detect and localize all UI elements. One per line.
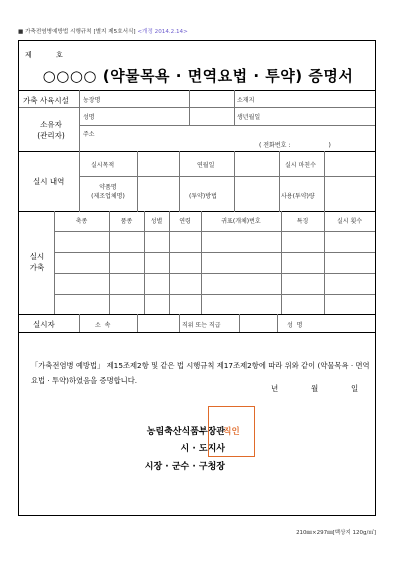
divider <box>109 211 110 314</box>
seal-label: 직인 <box>223 427 240 437</box>
divider <box>201 211 202 314</box>
divider <box>179 314 180 332</box>
divider <box>79 176 375 177</box>
divider <box>281 211 282 314</box>
signatory-minister: 농림축산식품부장관 <box>146 427 225 437</box>
implementer-label: 실시자 <box>33 320 55 329</box>
divider <box>324 151 325 212</box>
purpose-label: 실시목적 <box>91 162 115 169</box>
certification-text: 「가축전염병 예방법」 제15조제2항 및 같은 법 시행규칙 제17조제2항에 따라 위와 같이 (약물목욕 · 면역요법 · 투약)하였음을 증명합니다. <box>31 361 370 385</box>
divider <box>179 151 180 212</box>
divider <box>19 107 375 108</box>
form-legal-basis: ■ 가축전염병예방법 시행규칙 [별지 제5호서식] <box>18 29 136 35</box>
divider <box>234 107 235 125</box>
date-day-label: 일 <box>351 384 359 393</box>
end-date-label: 실시 마친수 <box>285 162 316 169</box>
paper-spec: 210㎜×297㎜[백상지 120g/㎡] <box>296 530 376 536</box>
divider <box>137 151 138 212</box>
implementation-label: 실시 내역 <box>33 177 65 186</box>
divider <box>79 314 80 332</box>
divider <box>54 231 375 232</box>
divider <box>144 211 145 314</box>
method-label: (투약)방법 <box>189 193 217 200</box>
divider <box>189 107 190 125</box>
form-revision: <개정 2014.2.14> <box>137 29 188 35</box>
divider <box>189 90 190 107</box>
divider <box>279 151 280 212</box>
signatory-governor: 시 · 도지사 <box>180 444 225 454</box>
divider <box>54 252 375 253</box>
divider <box>234 90 235 107</box>
date-month-label: 월 <box>311 384 319 393</box>
divider <box>79 125 375 126</box>
date-year-label: 년 <box>271 384 279 393</box>
farm-name-label: 농장명 <box>83 97 101 104</box>
livestock-column-header: 성별 <box>150 218 163 225</box>
location-label: 소재지 <box>237 97 255 104</box>
divider <box>19 151 375 152</box>
divider <box>54 273 375 274</box>
livestock-column-header: 실시 횟수 <box>336 218 363 225</box>
date-label: 연월일 <box>197 162 215 169</box>
divider <box>54 294 375 295</box>
certificate-form <box>18 40 376 516</box>
page-title: ○○○○ (약물목욕 · 면역요법 · 투약) 증명서 <box>42 67 354 85</box>
divider <box>239 314 240 332</box>
owner-label: 소유자 (관리자) <box>37 120 65 140</box>
divider <box>234 151 235 212</box>
owner-birth-label: 생년월일 <box>237 114 261 121</box>
owner-name-label: 성명 <box>83 114 95 121</box>
divider <box>277 314 278 332</box>
signatory-mayor: 시장 · 군수 · 구청장 <box>144 462 225 472</box>
livestock-column-header: 축종 <box>75 218 88 225</box>
divider <box>19 211 375 212</box>
livestock-column-header: 귀표(개체)번호 <box>221 218 261 225</box>
position-label: 직위 또는 직급 <box>182 322 221 329</box>
livestock-column-header: 연령 <box>179 218 191 225</box>
official-seal-box <box>208 406 255 457</box>
divider <box>54 211 55 314</box>
dose-label: 사용(투약)량 <box>281 193 315 200</box>
divider <box>79 90 80 212</box>
form-header <box>18 27 188 35</box>
divider <box>169 211 170 314</box>
divider <box>19 332 375 333</box>
divider <box>137 314 138 332</box>
drug-label: 약품명 (제조업체명) <box>91 184 125 200</box>
document-number-label: 제 호 <box>25 51 63 59</box>
livestock-label: 실시 가축 <box>29 252 45 272</box>
facility-label: 가축 사육시설 <box>23 96 69 105</box>
owner-address-label: 주소 <box>83 131 95 138</box>
implementer-name-label: 성 명 <box>287 322 303 329</box>
divider <box>19 90 375 91</box>
livestock-column-header: 특징 <box>296 218 309 225</box>
divider <box>19 314 375 315</box>
livestock-column-header: 품종 <box>120 218 133 225</box>
divider <box>324 211 325 314</box>
affiliation-label: 소 속 <box>95 322 111 329</box>
owner-phone-label: ( 전화번호 : ) <box>259 142 331 149</box>
